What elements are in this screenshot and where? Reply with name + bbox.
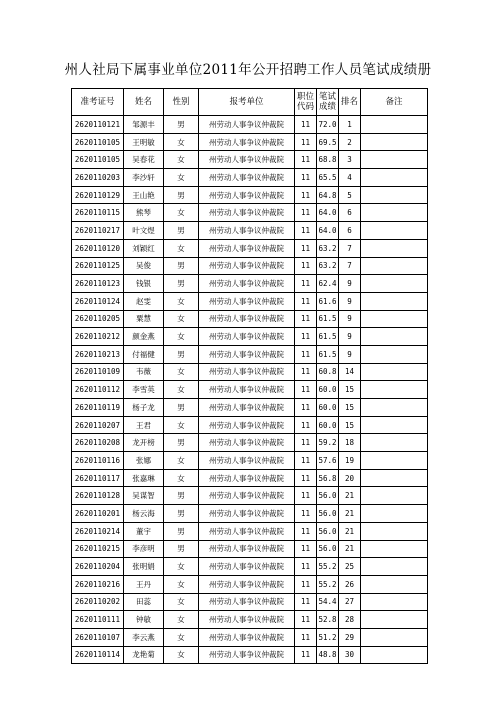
- cell-post-code: 11: [295, 133, 317, 151]
- cell-unit: 州劳动人事争议仲裁院: [199, 487, 295, 505]
- cell-gender: 女: [164, 310, 199, 328]
- cell-score: 54.4: [317, 593, 339, 611]
- cell-note: [361, 469, 428, 487]
- cell-unit: 州劳动人事争议仲裁院: [199, 452, 295, 470]
- cell-post-code: 11: [295, 292, 317, 310]
- cell-exam-no: 2620110117: [72, 469, 124, 487]
- table-row: [72, 540, 428, 558]
- cell-exam-no: 2620110205: [72, 310, 124, 328]
- cell-note: [361, 646, 428, 664]
- cell-rank: 6: [339, 222, 361, 240]
- cell-gender: 男: [164, 257, 199, 275]
- cell-exam-no: 2620110112: [72, 381, 124, 399]
- cell-gender: 男: [164, 522, 199, 540]
- header-exam-no: 准考证号: [72, 89, 124, 116]
- table-row: [72, 328, 428, 346]
- cell-note: [361, 133, 428, 151]
- table-body: [72, 116, 428, 664]
- cell-exam-no: 2620110107: [72, 628, 124, 646]
- cell-rank: 18: [339, 434, 361, 452]
- cell-exam-no: 2620110207: [72, 416, 124, 434]
- table-row: [72, 469, 428, 487]
- table-row: [72, 204, 428, 222]
- cell-post-code: 11: [295, 628, 317, 646]
- cell-score: 55.2: [317, 575, 339, 593]
- cell-note: [361, 487, 428, 505]
- cell-score: 64.0: [317, 222, 339, 240]
- cell-score: 60.0: [317, 399, 339, 417]
- cell-gender: 女: [164, 133, 199, 151]
- cell-gender: 女: [164, 452, 199, 470]
- cell-rank: 1: [339, 116, 361, 134]
- cell-name: 李云燕: [124, 628, 164, 646]
- table-row: [72, 222, 428, 240]
- cell-exam-no: 2620110128: [72, 487, 124, 505]
- cell-score: 48.8: [317, 646, 339, 664]
- cell-rank: 15: [339, 399, 361, 417]
- cell-unit: 州劳动人事争议仲裁院: [199, 186, 295, 204]
- cell-unit: 州劳动人事争议仲裁院: [199, 257, 295, 275]
- cell-exam-no: 2620110121: [72, 116, 124, 134]
- cell-gender: 女: [164, 169, 199, 187]
- cell-name: 韦薇: [124, 363, 164, 381]
- cell-unit: 州劳动人事争议仲裁院: [199, 399, 295, 417]
- cell-rank: 2: [339, 133, 361, 151]
- cell-note: [361, 593, 428, 611]
- cell-post-code: 11: [295, 575, 317, 593]
- table-row: [72, 116, 428, 134]
- cell-exam-no: 2620110105: [72, 151, 124, 169]
- cell-post-code: 11: [295, 151, 317, 169]
- cell-rank: 29: [339, 628, 361, 646]
- table-row: [72, 292, 428, 310]
- cell-exam-no: 2620110116: [72, 452, 124, 470]
- cell-exam-no: 2620110119: [72, 399, 124, 417]
- cell-name: 田蕊: [124, 593, 164, 611]
- cell-score: 51.2: [317, 628, 339, 646]
- cell-unit: 州劳动人事争议仲裁院: [199, 575, 295, 593]
- cell-exam-no: 2620110129: [72, 186, 124, 204]
- cell-note: [361, 116, 428, 134]
- cell-note: [361, 345, 428, 363]
- cell-name: 刘颖红: [124, 239, 164, 257]
- cell-unit: 州劳动人事争议仲裁院: [199, 310, 295, 328]
- cell-note: [361, 186, 428, 204]
- header-note: 备注: [361, 89, 428, 116]
- cell-rank: 7: [339, 257, 361, 275]
- cell-note: [361, 434, 428, 452]
- cell-exam-no: 2620110115: [72, 204, 124, 222]
- cell-exam-no: 2620110214: [72, 522, 124, 540]
- cell-note: [361, 151, 428, 169]
- cell-rank: 21: [339, 540, 361, 558]
- table-header-row: [72, 89, 428, 116]
- table-row: [72, 628, 428, 646]
- table-row: [72, 575, 428, 593]
- cell-note: [361, 628, 428, 646]
- cell-exam-no: 2620110212: [72, 328, 124, 346]
- cell-post-code: 11: [295, 416, 317, 434]
- cell-score: 63.2: [317, 239, 339, 257]
- cell-name: 龙开榜: [124, 434, 164, 452]
- cell-gender: 女: [164, 558, 199, 576]
- cell-post-code: 11: [295, 186, 317, 204]
- cell-unit: 州劳动人事争议仲裁院: [199, 646, 295, 664]
- cell-score: 62.4: [317, 275, 339, 293]
- cell-score: 60.8: [317, 363, 339, 381]
- table-row: [72, 345, 428, 363]
- cell-note: [361, 522, 428, 540]
- cell-gender: 女: [164, 292, 199, 310]
- cell-post-code: 11: [295, 381, 317, 399]
- cell-gender: 女: [164, 575, 199, 593]
- cell-gender: 女: [164, 593, 199, 611]
- cell-rank: 9: [339, 310, 361, 328]
- table-row: [72, 239, 428, 257]
- cell-post-code: 11: [295, 169, 317, 187]
- page-title: 州人社局下属事业单位2011年公开招聘工作人员笔试成绩册: [64, 62, 432, 78]
- cell-unit: 州劳动人事争议仲裁院: [199, 275, 295, 293]
- cell-name: 熊琴: [124, 204, 164, 222]
- cell-score: 60.0: [317, 381, 339, 399]
- cell-name: 王山艳: [124, 186, 164, 204]
- cell-gender: 男: [164, 345, 199, 363]
- cell-exam-no: 2620110217: [72, 222, 124, 240]
- cell-note: [361, 611, 428, 629]
- header-name: 姓名: [124, 89, 164, 116]
- cell-note: [361, 381, 428, 399]
- cell-unit: 州劳动人事争议仲裁院: [199, 292, 295, 310]
- table-row: [72, 434, 428, 452]
- cell-exam-no: 2620110120: [72, 239, 124, 257]
- header-gender: 性别: [164, 89, 199, 116]
- cell-rank: 21: [339, 487, 361, 505]
- cell-note: [361, 558, 428, 576]
- cell-post-code: 11: [295, 469, 317, 487]
- cell-rank: 21: [339, 505, 361, 523]
- cell-unit: 州劳动人事争议仲裁院: [199, 381, 295, 399]
- cell-name: 杨子龙: [124, 399, 164, 417]
- header-rank: 排名: [339, 89, 361, 116]
- table-row: [72, 381, 428, 399]
- cell-name: 王君: [124, 416, 164, 434]
- cell-exam-no: 2620110105: [72, 133, 124, 151]
- cell-note: [361, 239, 428, 257]
- cell-gender: 女: [164, 328, 199, 346]
- cell-score: 64.0: [317, 204, 339, 222]
- cell-post-code: 11: [295, 204, 317, 222]
- cell-name: 杨云海: [124, 505, 164, 523]
- cell-name: 钱银: [124, 275, 164, 293]
- cell-rank: 27: [339, 593, 361, 611]
- cell-post-code: 11: [295, 399, 317, 417]
- cell-exam-no: 2620110203: [72, 169, 124, 187]
- header-post-code-line1: 职位: [296, 92, 314, 102]
- cell-exam-no: 2620110125: [72, 257, 124, 275]
- cell-score: 61.6: [317, 292, 339, 310]
- cell-post-code: 11: [295, 239, 317, 257]
- cell-name: 叶文煜: [124, 222, 164, 240]
- cell-name: 张娜: [124, 452, 164, 470]
- cell-name: 李彦明: [124, 540, 164, 558]
- table-row: [72, 452, 428, 470]
- cell-unit: 州劳动人事争议仲裁院: [199, 151, 295, 169]
- cell-unit: 州劳动人事争议仲裁院: [199, 593, 295, 611]
- cell-post-code: 11: [295, 522, 317, 540]
- cell-name: 吴谋智: [124, 487, 164, 505]
- cell-unit: 州劳动人事争议仲裁院: [199, 505, 295, 523]
- cell-rank: 30: [339, 646, 361, 664]
- cell-rank: 9: [339, 292, 361, 310]
- cell-rank: 14: [339, 363, 361, 381]
- header-post-code-line2: 代码: [296, 102, 314, 112]
- cell-post-code: 11: [295, 558, 317, 576]
- cell-post-code: 11: [295, 611, 317, 629]
- cell-post-code: 11: [295, 310, 317, 328]
- table-row: [72, 611, 428, 629]
- header-unit: 报考单位: [199, 89, 295, 116]
- cell-note: [361, 275, 428, 293]
- cell-unit: 州劳动人事争议仲裁院: [199, 558, 295, 576]
- cell-score: 63.2: [317, 257, 339, 275]
- cell-rank: 3: [339, 151, 361, 169]
- cell-post-code: 11: [295, 257, 317, 275]
- cell-unit: 州劳动人事争议仲裁院: [199, 522, 295, 540]
- cell-note: [361, 452, 428, 470]
- cell-name: 张明娟: [124, 558, 164, 576]
- header-score: [317, 89, 339, 116]
- cell-score: 56.0: [317, 505, 339, 523]
- cell-rank: 5: [339, 186, 361, 204]
- cell-score: 69.5: [317, 133, 339, 151]
- cell-unit: 州劳动人事争议仲裁院: [199, 204, 295, 222]
- cell-note: [361, 328, 428, 346]
- score-table: [71, 88, 428, 664]
- table-row: [72, 522, 428, 540]
- cell-post-code: 11: [295, 487, 317, 505]
- cell-exam-no: 2620110216: [72, 575, 124, 593]
- cell-gender: 女: [164, 416, 199, 434]
- cell-note: [361, 399, 428, 417]
- cell-exam-no: 2620110111: [72, 611, 124, 629]
- cell-rank: 15: [339, 381, 361, 399]
- table-row: [72, 257, 428, 275]
- cell-post-code: 11: [295, 505, 317, 523]
- cell-unit: 州劳动人事争议仲裁院: [199, 611, 295, 629]
- cell-exam-no: 2620110208: [72, 434, 124, 452]
- cell-exam-no: 2620110202: [72, 593, 124, 611]
- cell-exam-no: 2620110124: [72, 292, 124, 310]
- cell-rank: 19: [339, 452, 361, 470]
- cell-rank: 28: [339, 611, 361, 629]
- cell-note: [361, 363, 428, 381]
- cell-name: 吴俊: [124, 257, 164, 275]
- cell-name: 颜金燕: [124, 328, 164, 346]
- cell-post-code: 11: [295, 434, 317, 452]
- cell-post-code: 11: [295, 363, 317, 381]
- cell-score: 56.0: [317, 487, 339, 505]
- table-row: [72, 151, 428, 169]
- cell-gender: 女: [164, 204, 199, 222]
- cell-rank: 20: [339, 469, 361, 487]
- cell-gender: 男: [164, 116, 199, 134]
- header-score-line2: 成绩: [318, 102, 336, 112]
- cell-note: [361, 204, 428, 222]
- cell-exam-no: 2620110109: [72, 363, 124, 381]
- cell-gender: 女: [164, 646, 199, 664]
- cell-gender: 男: [164, 222, 199, 240]
- cell-gender: 男: [164, 487, 199, 505]
- cell-score: 61.5: [317, 345, 339, 363]
- cell-note: [361, 169, 428, 187]
- cell-exam-no: 2620110215: [72, 540, 124, 558]
- table-row: [72, 399, 428, 417]
- cell-name: 董宇: [124, 522, 164, 540]
- cell-rank: 7: [339, 239, 361, 257]
- cell-post-code: 11: [295, 593, 317, 611]
- table-row: [72, 186, 428, 204]
- cell-gender: 男: [164, 186, 199, 204]
- cell-rank: 4: [339, 169, 361, 187]
- cell-exam-no: 2620110201: [72, 505, 124, 523]
- table-row: [72, 593, 428, 611]
- cell-gender: 女: [164, 151, 199, 169]
- cell-score: 56.8: [317, 469, 339, 487]
- table-row: [72, 416, 428, 434]
- cell-post-code: 11: [295, 275, 317, 293]
- cell-gender: 男: [164, 540, 199, 558]
- cell-post-code: 11: [295, 452, 317, 470]
- cell-post-code: 11: [295, 222, 317, 240]
- cell-note: [361, 575, 428, 593]
- cell-score: 57.6: [317, 452, 339, 470]
- cell-post-code: 11: [295, 345, 317, 363]
- cell-rank: 25: [339, 558, 361, 576]
- cell-score: 68.8: [317, 151, 339, 169]
- cell-exam-no: 2620110114: [72, 646, 124, 664]
- table-row: [72, 310, 428, 328]
- cell-gender: 男: [164, 505, 199, 523]
- table-row: [72, 363, 428, 381]
- cell-unit: 州劳动人事争议仲裁院: [199, 133, 295, 151]
- cell-gender: 女: [164, 611, 199, 629]
- cell-score: 56.0: [317, 522, 339, 540]
- cell-post-code: 11: [295, 646, 317, 664]
- cell-gender: 男: [164, 399, 199, 417]
- table-row: [72, 169, 428, 187]
- cell-unit: 州劳动人事争议仲裁院: [199, 169, 295, 187]
- cell-exam-no: 2620110123: [72, 275, 124, 293]
- cell-post-code: 11: [295, 328, 317, 346]
- cell-score: 61.5: [317, 310, 339, 328]
- table-row: [72, 487, 428, 505]
- cell-name: 龙艳菊: [124, 646, 164, 664]
- cell-note: [361, 540, 428, 558]
- cell-score: 56.0: [317, 540, 339, 558]
- cell-name: 李雪英: [124, 381, 164, 399]
- cell-unit: 州劳动人事争议仲裁院: [199, 363, 295, 381]
- cell-note: [361, 310, 428, 328]
- cell-post-code: 11: [295, 540, 317, 558]
- cell-unit: 州劳动人事争议仲裁院: [199, 239, 295, 257]
- cell-gender: 男: [164, 434, 199, 452]
- cell-exam-no: 2620110204: [72, 558, 124, 576]
- header-post-code: [295, 89, 317, 116]
- cell-note: [361, 505, 428, 523]
- cell-score: 64.8: [317, 186, 339, 204]
- cell-unit: 州劳动人事争议仲裁院: [199, 434, 295, 452]
- cell-unit: 州劳动人事争议仲裁院: [199, 222, 295, 240]
- cell-name: 粟慧: [124, 310, 164, 328]
- cell-name: 王明敏: [124, 133, 164, 151]
- table-row: [72, 646, 428, 664]
- cell-unit: 州劳动人事争议仲裁院: [199, 328, 295, 346]
- cell-note: [361, 257, 428, 275]
- cell-rank: 21: [339, 522, 361, 540]
- table-row: [72, 275, 428, 293]
- table-row: [72, 505, 428, 523]
- cell-name: 赵雯: [124, 292, 164, 310]
- cell-rank: 9: [339, 345, 361, 363]
- cell-name: 李沙轩: [124, 169, 164, 187]
- header-score-line1: 笔试: [318, 92, 336, 102]
- cell-unit: 州劳动人事争议仲裁院: [199, 540, 295, 558]
- table-row: [72, 558, 428, 576]
- cell-name: 付福健: [124, 345, 164, 363]
- cell-name: 吴春花: [124, 151, 164, 169]
- cell-note: [361, 292, 428, 310]
- cell-name: 王丹: [124, 575, 164, 593]
- cell-note: [361, 222, 428, 240]
- cell-post-code: 11: [295, 116, 317, 134]
- cell-name: 钟敏: [124, 611, 164, 629]
- cell-unit: 州劳动人事争议仲裁院: [199, 416, 295, 434]
- cell-rank: 15: [339, 416, 361, 434]
- cell-gender: 女: [164, 239, 199, 257]
- cell-name: 张嘉琳: [124, 469, 164, 487]
- cell-score: 55.2: [317, 558, 339, 576]
- cell-score: 52.8: [317, 611, 339, 629]
- cell-rank: 9: [339, 328, 361, 346]
- cell-score: 61.5: [317, 328, 339, 346]
- cell-rank: 26: [339, 575, 361, 593]
- cell-unit: 州劳动人事争议仲裁院: [199, 116, 295, 134]
- cell-gender: 女: [164, 628, 199, 646]
- cell-gender: 女: [164, 363, 199, 381]
- cell-score: 72.0: [317, 116, 339, 134]
- cell-gender: 男: [164, 275, 199, 293]
- cell-score: 60.0: [317, 416, 339, 434]
- cell-rank: 9: [339, 275, 361, 293]
- cell-gender: 女: [164, 469, 199, 487]
- cell-rank: 6: [339, 204, 361, 222]
- cell-unit: 州劳动人事争议仲裁院: [199, 345, 295, 363]
- cell-note: [361, 416, 428, 434]
- cell-exam-no: 2620110213: [72, 345, 124, 363]
- cell-gender: 女: [164, 381, 199, 399]
- cell-unit: 州劳动人事争议仲裁院: [199, 469, 295, 487]
- table-row: [72, 133, 428, 151]
- cell-score: 65.5: [317, 169, 339, 187]
- cell-name: 邹源丰: [124, 116, 164, 134]
- cell-unit: 州劳动人事争议仲裁院: [199, 628, 295, 646]
- cell-score: 59.2: [317, 434, 339, 452]
